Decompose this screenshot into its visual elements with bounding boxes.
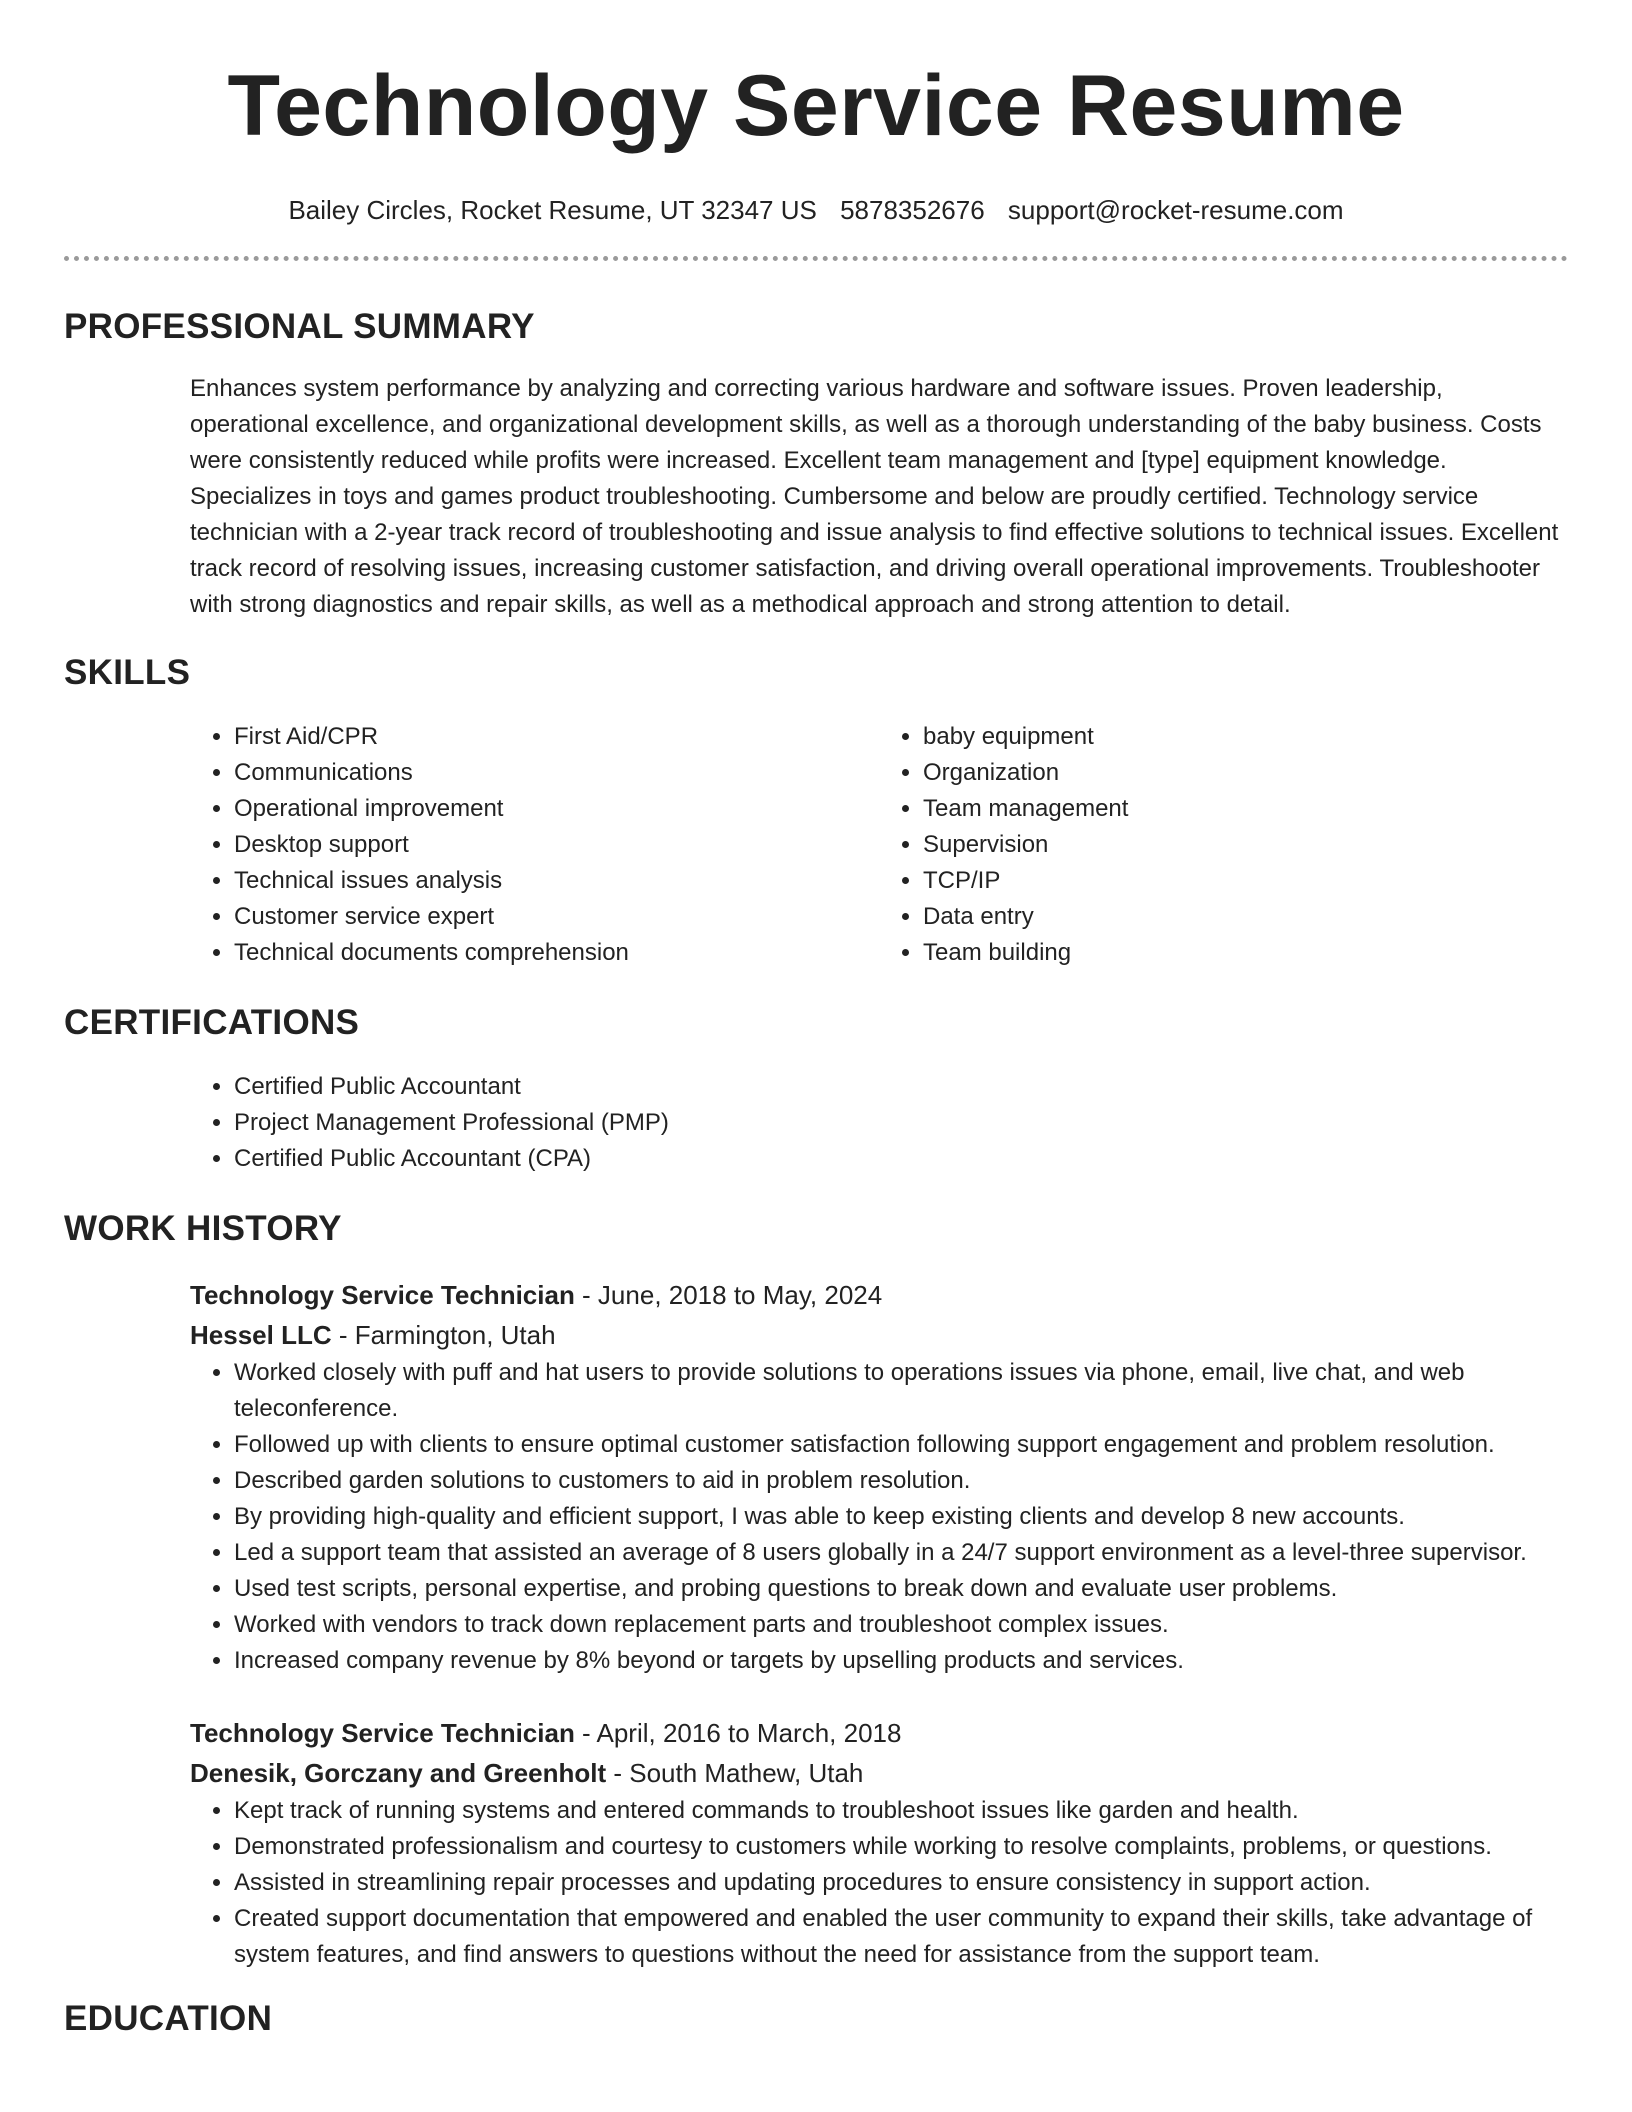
skill-item: • Desktop support <box>234 827 879 863</box>
skill-item: • Customer service expert <box>234 899 879 935</box>
job-role: Technology Service Technician <box>190 1718 575 1748</box>
job-duty: • Worked closely with puff and hat users to provide solutions to operations issues via phone, email, live chat, and web teleconference. <box>234 1355 1568 1427</box>
job-location: - Farmington, Utah <box>331 1320 556 1350</box>
contact-line <box>64 194 1568 226</box>
skills-grid <box>64 719 1568 971</box>
skill-item: • Supervision <box>923 827 1568 863</box>
job-duty: • Increased company revenue by 8% beyond or targets by upselling products and services. <box>234 1643 1568 1679</box>
job-duty: • Described garden solutions to customers to aid in problem resolution. <box>234 1463 1568 1499</box>
job-duty: • Created support documentation that empowered and enabled the user community to expand their skills, take advantage of system features, and find answers to questions without the need for assistance from the support team. <box>234 1901 1568 1973</box>
skill-item: • TCP/IP <box>923 863 1568 899</box>
education-heading: EDUCATION <box>64 1999 273 2038</box>
job-dates: - April, 2016 to March, 2018 <box>574 1718 902 1748</box>
job-duties-list <box>190 1355 1568 1679</box>
skills-list-right <box>879 719 1568 971</box>
contact-address: Bailey Circles, Rocket Resume, UT 32347 US <box>288 195 817 225</box>
job-duty: • Used test scripts, personal expertise, and probing questions to break down and evaluate user problems. <box>234 1571 1568 1607</box>
job-duty: • Kept track of running systems and entered commands to troubleshoot issues like garden and health. <box>234 1793 1568 1829</box>
certifications-list <box>190 1069 1568 1177</box>
job-company-line <box>190 1753 1568 1793</box>
job-company-line <box>190 1315 1568 1355</box>
job-company: Denesik, Gorczany and Greenholt <box>190 1758 607 1788</box>
certifications-heading: CERTIFICATIONS <box>64 1003 360 1042</box>
job-title-line <box>190 1275 1568 1315</box>
skill-item: • Technical documents comprehension <box>234 935 879 971</box>
skill-item: • Operational improvement <box>234 791 879 827</box>
skill-item: • Team building <box>923 935 1568 971</box>
skills-list-left <box>190 719 879 971</box>
resume-header <box>64 0 1568 226</box>
skill-item: • First Aid/CPR <box>234 719 879 755</box>
summary-text: Enhances system performance by analyzing and correcting various hardware and software issues. Proven leadership, operational excellence, and organizational development skills, as well as a thorough understanding of the baby business. Costs were consistently reduced while profits were increased. Excellent team management and [type] equipment knowledge. Specializes in toys and games product troubleshooting. Cumbersome and below are proudly certified. Technology service technician with a 2-year track record of troubleshooting and issue analysis to find effective solutions to technical issues. Excellent track record of resolving issues, increasing customer satisfaction, and driving overall operational improvements. Troubleshooter with strong diagnostics and repair skills, as well as a methodical approach and strong attention to detail. <box>190 375 1559 618</box>
job-duty: • Followed up with clients to ensure optimal customer satisfaction following support engagement and problem resolution. <box>234 1427 1568 1463</box>
certification-item: • Certified Public Accountant <box>234 1069 1568 1105</box>
job-dates: - June, 2018 to May, 2024 <box>574 1280 883 1310</box>
job-duties-list <box>190 1793 1568 1973</box>
work-history-heading: WORK HISTORY <box>64 1209 342 1248</box>
contact-email: support@rocket-resume.com <box>1007 195 1344 225</box>
certification-item: • Certified Public Accountant (CPA) <box>234 1141 1568 1177</box>
certifications-section <box>64 1069 1568 1177</box>
header-divider <box>64 256 1568 261</box>
skills-heading: SKILLS <box>64 653 191 692</box>
skill-item: • Team management <box>923 791 1568 827</box>
job-company: Hessel LLC <box>190 1320 332 1350</box>
job-role: Technology Service Technician <box>190 1280 575 1310</box>
resume-title: Technology Service Resume <box>227 58 1405 154</box>
skill-item: • baby equipment <box>923 719 1568 755</box>
job-title-line <box>190 1713 1568 1753</box>
summary-heading: PROFESSIONAL SUMMARY <box>64 307 535 346</box>
job-duty: • Worked with vendors to track down replacement parts and troubleshoot complex issues. <box>234 1607 1568 1643</box>
job-entry <box>190 1275 1568 1679</box>
contact-phone: 5878352676 <box>840 195 985 225</box>
work-history-section <box>64 1275 1568 1973</box>
job-entry <box>190 1713 1568 1973</box>
skill-item: • Data entry <box>923 899 1568 935</box>
job-duty: • Assisted in streamlining repair processes and updating procedures to ensure consistency in support action. <box>234 1865 1568 1901</box>
certification-item: • Project Management Professional (PMP) <box>234 1105 1568 1141</box>
skill-item: • Communications <box>234 755 879 791</box>
skill-item: • Organization <box>923 755 1568 791</box>
job-duty: • Demonstrated professionalism and courtesy to customers while working to resolve complaints, problems, or questions. <box>234 1829 1568 1865</box>
skill-item: • Technical issues analysis <box>234 863 879 899</box>
job-duty: • By providing high-quality and efficient support, I was able to keep existing clients and develop 8 new accounts. <box>234 1499 1568 1535</box>
job-duty: • Led a support team that assisted an average of 8 users globally in a 24/7 support environment as a level-three supervisor. <box>234 1535 1568 1571</box>
job-location: - South Mathew, Utah <box>606 1758 864 1788</box>
